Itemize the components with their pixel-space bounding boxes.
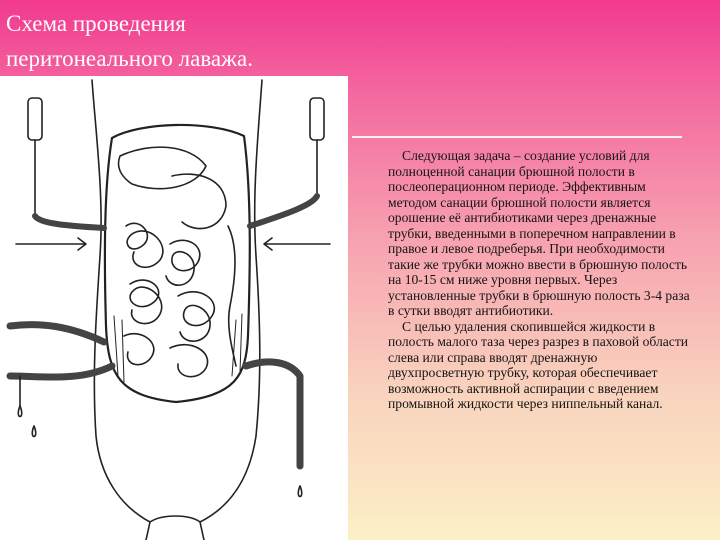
left-upper-bottle-icon: [28, 98, 42, 140]
slide-title: Схема проведения перитонеального лаважа.: [6, 11, 253, 71]
title-divider: [352, 136, 682, 138]
right-upper-bottle-icon: [310, 98, 324, 140]
intestine-loops: [126, 223, 163, 267]
paragraph-irrigation: Следующая задача – создание условий для полноценной санации брюшной полости в послеоперационном периоде. Эффективным методом санации брюшной полости является орошение её антибиотиками через дренажные трубки, введенными в поперечном направлении в правое и левое подреберья. При необходимости такие же трубки можно ввести в брюшную полость на 10-15 см ниже уровня первых. Через установленные трубки в брюшную полость 3-4 раза в сутки вводят антибиотики.: [388, 148, 690, 318]
left-arrow-icon: [16, 238, 86, 250]
body-text: [388, 148, 692, 412]
drop-icon: [18, 406, 21, 417]
paragraph-aspiration: С целью удаления скопившейся жидкости в полость малого таза через разрез в паховой области слева или справа вводят дренажную двухпросветную трубку, которая обеспечивает возможность активной аспирации с введением промывной жидкости через ниппельный канал.: [388, 318, 689, 411]
torso-left-outline: [92, 80, 150, 522]
right-arrow-icon: [264, 238, 330, 250]
left-lower-drain: [10, 325, 104, 342]
peritoneal-lavage-diagram: [0, 76, 348, 540]
liver-shape: [119, 147, 207, 189]
abdominal-cavity: [105, 125, 250, 402]
right-lower-drain: [246, 362, 300, 466]
